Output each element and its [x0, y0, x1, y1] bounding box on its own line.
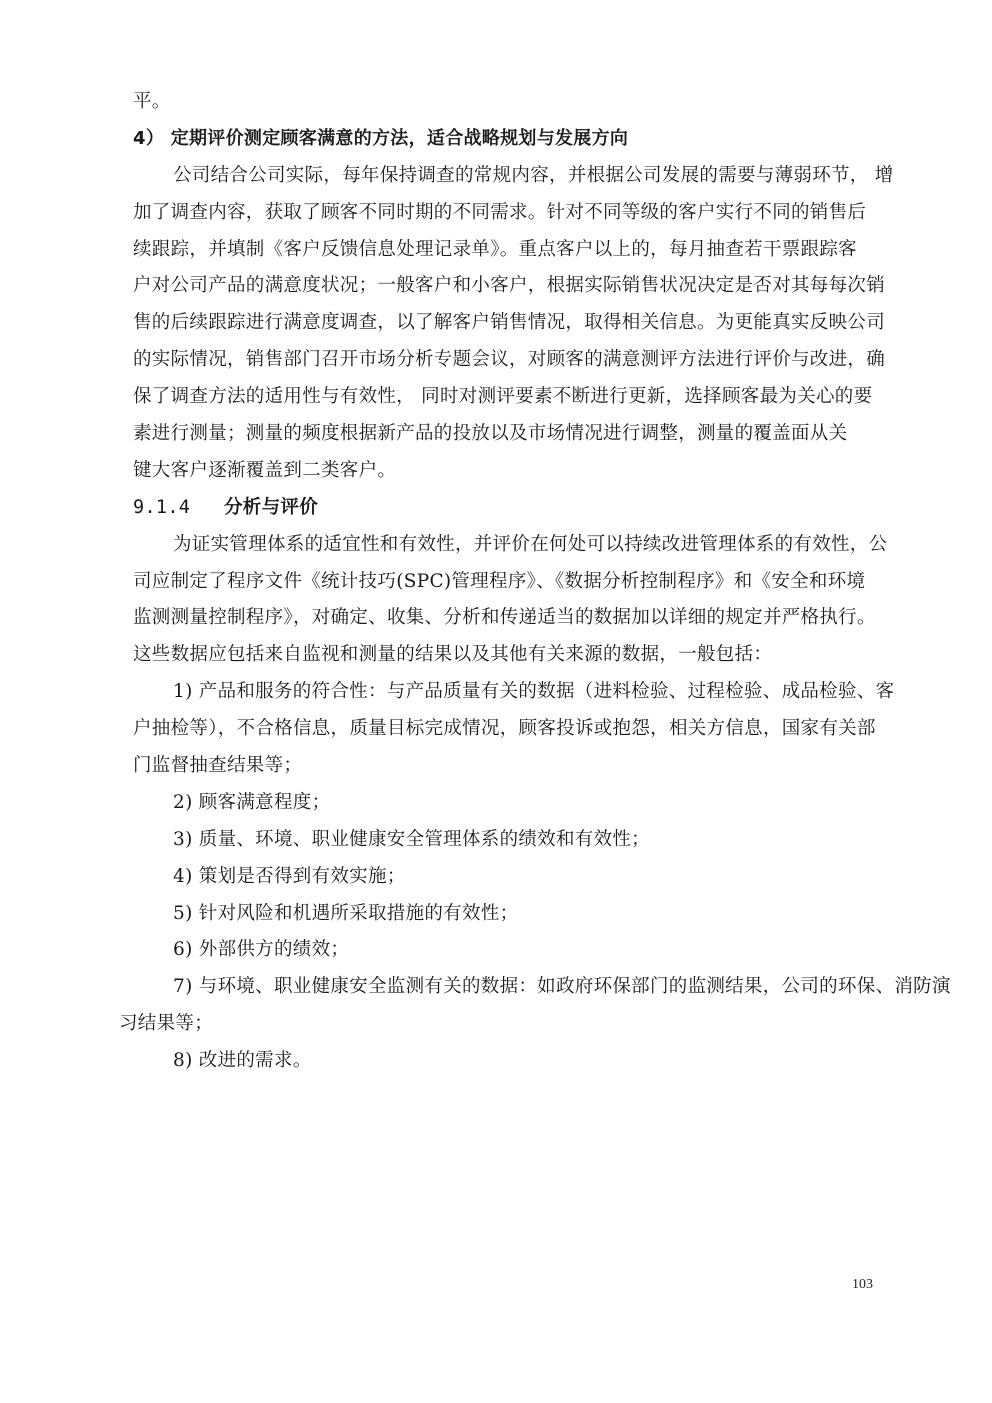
- list-item-8: 8) 改进的需求。: [173, 1050, 312, 1072]
- list-item-line: 7) 与环境、职业健康安全监测有关的数据：如政府环保部门的监测结果，公司的环保、消防演: [173, 976, 951, 998]
- paragraph-4: [133, 158, 894, 490]
- list-item-line: 1) 产品和服务的符合性：与产品质量有关的数据（进料检验、过程检验、成品检验、客: [173, 681, 895, 703]
- list-item-line: 习结果等；: [119, 1013, 214, 1035]
- heading-4: 4） 定期评价测定顾客满意的方法，适合战略规划与发展方向: [133, 127, 629, 149]
- paragraph-line: 监测测量控制程序》，对确定、收集、分析和传递适当的数据加以详细的规定并严格执行。: [133, 607, 876, 629]
- list-item-line: 门监督抽查结果等；: [133, 755, 303, 777]
- intro-tail-line: 平。: [133, 91, 171, 112]
- paragraph-line: 公司结合公司实际，每年保持调查的常规内容，并根据公司发展的需要与薄弱环节， 增: [173, 164, 894, 186]
- list-item-1: [133, 674, 895, 785]
- paragraph-line: 售的后续跟踪进行满意度调查，以了解客户销售情况，取得相关信息。为更能真实反映公司: [133, 312, 886, 334]
- paragraph-line: 加了调查内容，获取了顾客不同时期的不同需求。针对不同等级的客户实行不同的销售后: [133, 201, 867, 223]
- paragraph-line: 司应制定了程序文件《统计技巧(SPC)管理程序》、《数据分析控制程序》和《安全和环境: [133, 570, 866, 592]
- list-item-6: 6) 外部供方的绩效；: [173, 939, 350, 961]
- list-item-2: 2) 顾客满意程度；: [173, 791, 331, 813]
- section-heading-914: [133, 490, 885, 527]
- paragraph-914: [133, 527, 888, 675]
- paragraph-line: 续跟踪，并填制《客户反馈信息处理记录单》。重点客户以上的，每月抽查若干票跟踪客: [133, 238, 857, 260]
- page-content: [119, 84, 951, 1080]
- paragraph-line: 为证实管理体系的适宜性和有效性，并评价在何处可以持续改进管理体系的有效性，公: [173, 533, 888, 555]
- paragraph-line: 户对公司产品的满意度状况；一般客户和小客户，根据实际销售状况决定是否对其每每次销: [133, 275, 886, 297]
- list-item-line: 户抽检等），不合格信息，质量目标完成情况，顾客投诉或抱怨，相关方信息，国家有关部: [133, 718, 876, 740]
- paragraph-line: 键大客户逐渐覆盖到二类客户。: [133, 459, 397, 481]
- paragraph-line: 素进行测量；测量的频度根据新产品的投放以及市场情况进行调整，测量的覆盖面从关: [133, 423, 848, 445]
- list-item-3: 3) 质量、环境、职业健康安全管理体系的绩效和有效性；: [173, 828, 650, 850]
- section-number: 9.1.4: [133, 496, 191, 518]
- page-number: 103: [852, 1277, 873, 1292]
- list-item-7: [119, 969, 951, 1043]
- list-item-5: 5) 针对风险和机遇所采取措施的有效性；: [173, 902, 519, 924]
- section-title: 分析与评价: [224, 496, 319, 518]
- paragraph-line: 的实际情况，销售部门召开市场分析专题会议，对顾客的满意测评方法进行评价与改进，确: [133, 349, 886, 371]
- paragraph-line: 保了调查方法的适用性与有效性， 同时对测评要素不断进行更新，选择顾客最为关心的要: [133, 386, 873, 408]
- paragraph-line: 这些数据应包括来自监视和测量的结果以及其他有关来源的数据，一般包括：: [133, 644, 773, 666]
- list-item-4: 4) 策划是否得到有效实施；: [173, 865, 406, 887]
